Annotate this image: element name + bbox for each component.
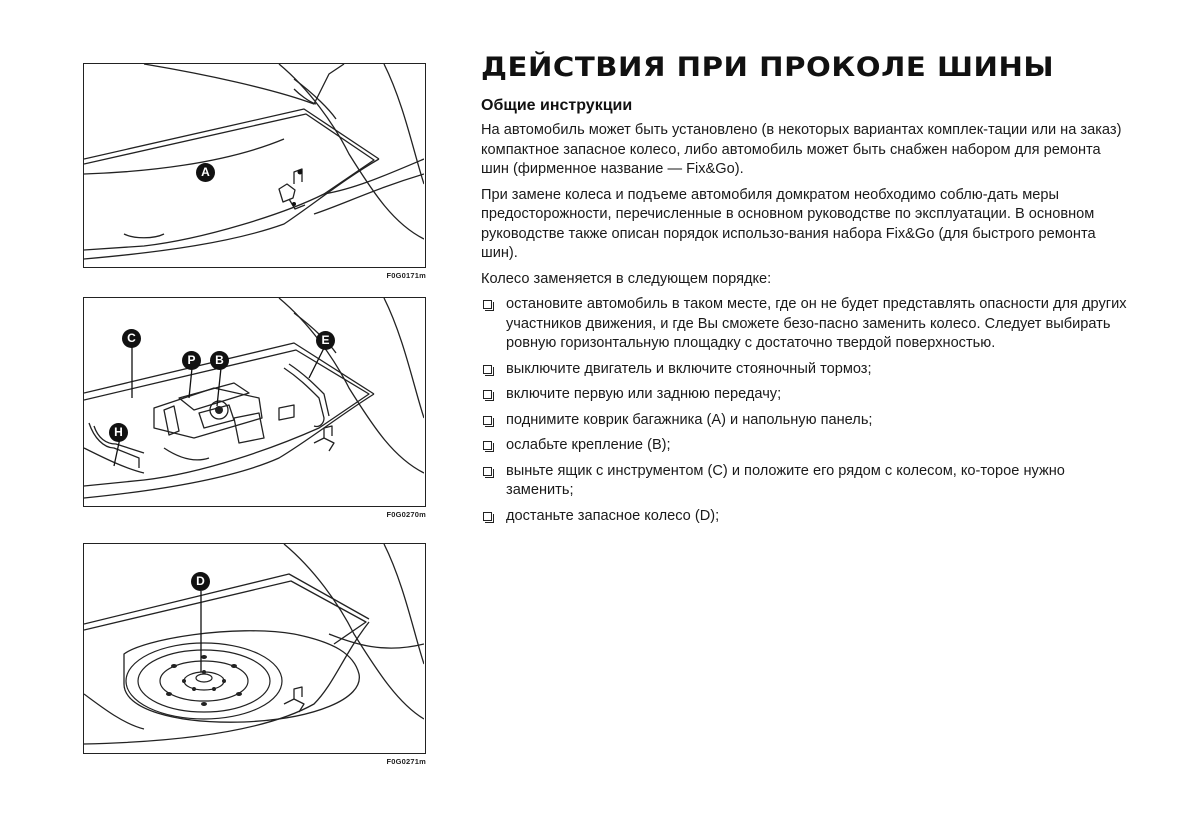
list-item: [481, 360, 1131, 380]
list-item: [481, 385, 1131, 405]
trunk-mat-illustration: [84, 64, 424, 266]
list-item: [481, 462, 1131, 501]
list-item: [481, 411, 1131, 431]
step-text: выключите двигатель и включите стояночный тормоз;: [506, 360, 872, 377]
step-text: ослабьте крепление (B);: [506, 437, 671, 453]
figure-code: F0G0171m: [386, 271, 426, 280]
callout-d: D: [191, 572, 210, 591]
callout-c: C: [122, 329, 141, 348]
figure-spare-wheel: [83, 543, 426, 766]
list-item: [481, 507, 1131, 527]
figure-code: F0G0270m: [386, 510, 426, 519]
checkbox-bullet-icon: [483, 300, 492, 309]
figure-frame: [83, 543, 426, 754]
callout-p: P: [182, 351, 201, 370]
checkbox-bullet-icon: [483, 390, 492, 399]
section-subtitle: Общие инструкции: [481, 97, 633, 114]
callout-e: E: [316, 331, 335, 350]
text-column: [481, 52, 1131, 532]
step-text: поднимите коврик багажника (A) и напольную панель;: [506, 411, 873, 428]
step-text: достаньте запасное колесо (D);: [506, 507, 720, 524]
checkbox-bullet-icon: [483, 512, 492, 521]
paragraph: Колесо заменяется в следующем порядке:: [481, 270, 772, 287]
steps-list: [481, 295, 1131, 526]
checkbox-bullet-icon: [483, 467, 492, 476]
callout-a: A: [196, 163, 215, 182]
figure-code: F0G0271m: [386, 757, 426, 766]
checkbox-bullet-icon: [483, 441, 492, 450]
step-text: выньте ящик с инструментом (C) и положите его рядом с колесом, ко-торое нужно заменить;: [506, 462, 1065, 498]
page-title: ДЕЙСТВИЯ ПРИ ПРОКОЛЕ ШИНЫ: [481, 52, 1055, 83]
paragraph: На автомобиль может быть установлено (в некоторых вариантах комплек-тации или на заказ) компактное запасное колесо, либо автомобиль может быть снабжен набором для ремонта шин (фирменное название — Fix&Go).: [481, 122, 1122, 177]
spare-wheel-illustration: [84, 544, 424, 752]
callout-b: B: [210, 351, 229, 370]
step-text: остановите автомобиль в таком месте, где он не будет представлять опасности для других участников движения, и где Вы сможете безо-пасно заменить колесо. Следует выбирать ровную горизонтальную площадку с достаточно твердой поверхностью.: [506, 296, 1127, 351]
checkbox-bullet-icon: [483, 365, 492, 374]
figure-toolbox: [83, 297, 426, 519]
step-text: включите первую или заднюю передачу;: [506, 386, 782, 402]
list-item: [481, 436, 1131, 456]
list-item: [481, 295, 1131, 354]
checkbox-bullet-icon: [483, 416, 492, 425]
figure-frame: [83, 63, 426, 268]
paragraph: При замене колеса и подъеме автомобиля домкратом необходимо соблю-дать меры предосторожности, перечисленные в основном руководстве по эксплуатации. В основном руководстве также описан порядок использо-вания набора Fix&Go (для быстрого ремонта шин).: [481, 186, 1096, 261]
callout-h: H: [109, 423, 128, 442]
figure-trunk-mat: [83, 63, 426, 280]
figure-frame: [83, 297, 426, 507]
